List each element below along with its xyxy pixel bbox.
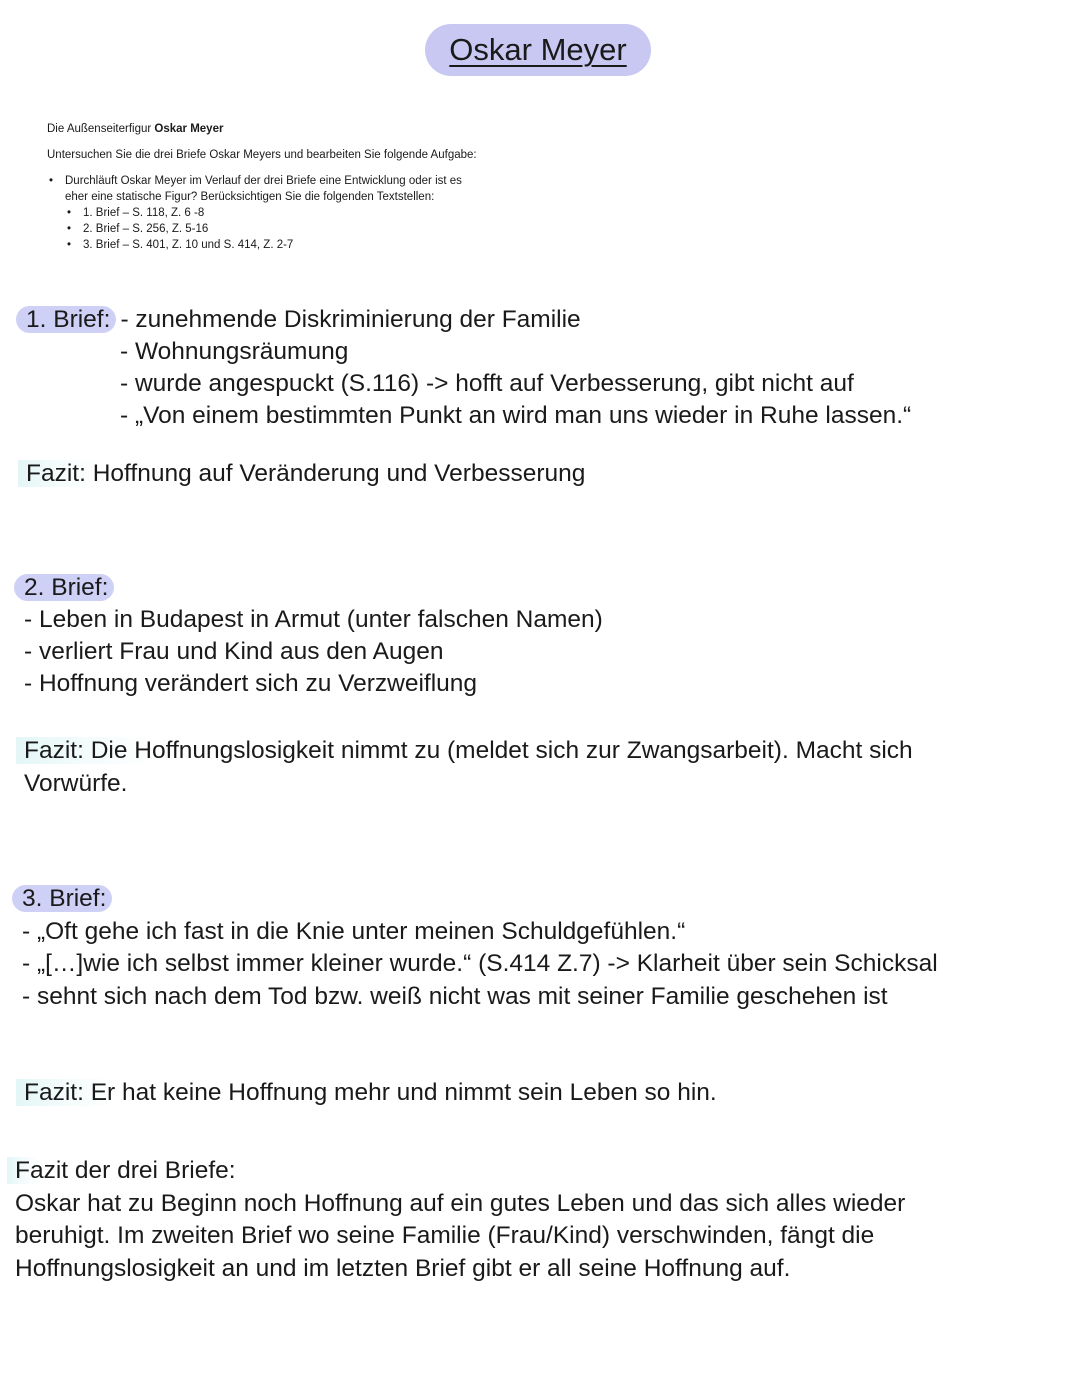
brief1-first-line bbox=[26, 304, 911, 336]
brief2-section bbox=[24, 572, 603, 700]
page-title: Oskar Meyer bbox=[449, 32, 627, 67]
brief2-item: - Leben in Budapest in Armut (unter falschen Namen) bbox=[24, 606, 603, 633]
task-block bbox=[47, 121, 567, 253]
reference-text: Brief – S. 256, Z. 5-16 bbox=[95, 223, 209, 235]
reference-text: Brief – S. 401, Z. 10 und S. 414, Z. 2-7 bbox=[95, 239, 294, 251]
title-highlight bbox=[425, 24, 651, 76]
brief1-item: - zunehmende Diskriminierung der Familie bbox=[120, 306, 581, 333]
brief2-fazit: Fazit: Die Hoffnungslosigkeit nimmt zu (meldet sich zur Zwangsarbeit). Macht sich Vorwürfe. bbox=[16, 737, 913, 797]
summary-label: Fazit der drei Briefe: bbox=[7, 1157, 236, 1184]
reference-item bbox=[65, 205, 567, 221]
brief2-fazit-wrap bbox=[24, 735, 984, 800]
reference-item bbox=[65, 221, 567, 237]
brief1-item: - Wohnungsräumung bbox=[120, 338, 349, 365]
reference-number: 3. bbox=[83, 239, 93, 251]
task-instruction: Untersuchen Sie die drei Briefe Oskar Meyers und bearbeiten Sie folgende Aufgabe: bbox=[47, 149, 477, 161]
brief3-section bbox=[22, 883, 1022, 1013]
brief3-item: - „[…]wie ich selbst immer kleiner wurde.“ (S.414 Z.7) -> Klarheit über sein Schicksal bbox=[22, 950, 938, 977]
reference-list bbox=[65, 205, 567, 253]
task-bullet bbox=[47, 173, 567, 253]
brief3-label: 3. Brief: bbox=[12, 885, 112, 912]
brief3-fazit: Fazit: Er hat keine Hoffnung mehr und nimmt sein Leben so hin. bbox=[16, 1079, 717, 1106]
reference-number: 2. bbox=[83, 223, 93, 235]
reference-text: Brief – S. 118, Z. 6 -8 bbox=[95, 207, 205, 219]
task-bullet-line: eher eine statische Figur? Berücksichtigen Sie die folgenden Textstellen: bbox=[65, 191, 435, 203]
summary-text: Oskar hat zu Beginn noch Hoffnung auf ein gutes Leben und das sich alles wieder beruhigt. Im zweiten Brief wo seine Familie (Frau/Kind) verschwinden, fängt die Hoffnungslosigkeit an und im letzten Brief gibt er all seine Hoffnung auf. bbox=[15, 1189, 906, 1282]
brief3-item: - sehnt sich nach dem Tod bzw. weiß nicht was mit seiner Familie geschehen ist bbox=[22, 982, 888, 1010]
brief1-fazit-wrap bbox=[26, 458, 585, 490]
reference-number: 1. bbox=[83, 207, 93, 219]
brief1-fazit: Fazit: Hoffnung auf Veränderung und Verbesserung bbox=[18, 460, 585, 487]
reference-item bbox=[65, 237, 567, 253]
brief1-item: - „Von einem bestimmten Punkt an wird man uns wieder in Ruhe lassen.“ bbox=[120, 402, 912, 429]
brief3-fazit-wrap bbox=[24, 1077, 717, 1109]
brief1-section bbox=[26, 304, 911, 432]
brief1-item: - wurde angespuckt (S.116) -> hofft auf Verbesserung, gibt nicht auf bbox=[120, 370, 854, 397]
task-bullet-line: • Durchläuft Oskar Meyer im Verlauf der drei Briefe eine Entwicklung oder ist es bbox=[65, 175, 462, 187]
brief1-label: 1. Brief: bbox=[16, 306, 116, 333]
task-heading-prefix: Die Außenseiterfigur bbox=[47, 123, 155, 135]
task-bullet-list bbox=[47, 173, 567, 253]
brief2-label: 2. Brief: bbox=[14, 574, 114, 601]
summary-section bbox=[15, 1155, 915, 1285]
brief3-item: - „Oft gehe ich fast in die Knie unter meinen Schuldgefühlen.“ bbox=[22, 917, 686, 945]
task-heading-bold: Oskar Meyer bbox=[154, 123, 224, 135]
task-heading bbox=[47, 121, 567, 137]
brief2-item: - Hoffnung verändert sich zu Verzweiflung bbox=[24, 670, 478, 697]
brief2-item: - verliert Frau und Kind aus den Augen bbox=[24, 638, 444, 665]
